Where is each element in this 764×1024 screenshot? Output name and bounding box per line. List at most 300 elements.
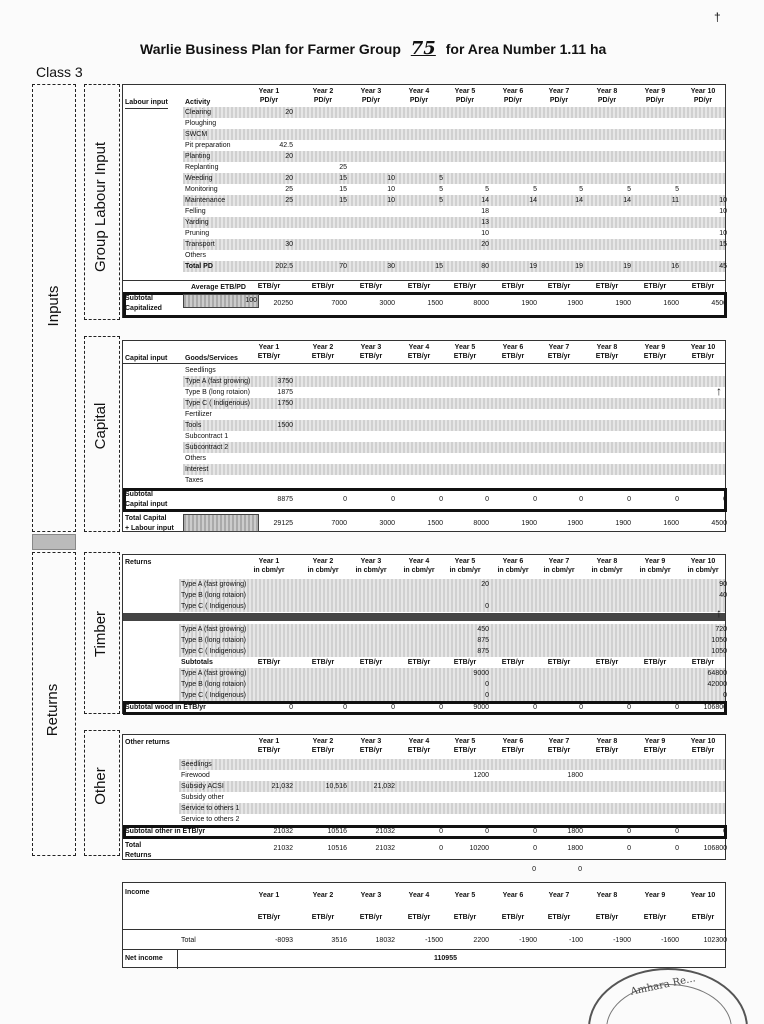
labour-14-y10: 45 [719,263,727,270]
labour-12-y1: 30 [285,241,293,248]
capital-header-1: Year 1 ETB/yr [257,344,281,360]
capital-table [122,340,726,532]
other-returns-col: Other returns [125,739,170,746]
activity-label: Felling [185,208,206,215]
extra-value-1: 0 [532,866,536,873]
cursor-arrow-2: ↑ [716,606,722,620]
labour-8-y3: 10 [387,197,395,204]
labour-header-4: Year 4 PD/yr [408,88,430,104]
stamp [588,968,748,1024]
timber-header-8: Year 8 in cbm/yr [591,558,623,574]
activity-label: Clearing [185,109,212,116]
activity-label: Pruning [185,230,210,237]
other-2-y3: 21,032 [373,783,395,790]
net-income-divider [177,949,178,969]
timber-type-label: Type C ( Indigenous) [181,603,246,610]
other-subtotal-y6: 0 [533,828,537,835]
capital-total-y6: 1900 [521,520,537,527]
labour-header-8: Year 8 PD/yr [596,88,618,104]
extra-value-2: 0 [578,866,582,873]
labour-etb-header-8: ETB/yr [595,283,619,290]
capital-header-3: Year 3 ETB/yr [359,344,383,360]
activity-label: SWCM [185,131,208,138]
labour-subtotal-y8: 1900 [615,300,631,307]
timber-vol-1-y10: 40 [719,592,727,599]
labour-header-10: Year 10 PD/yr [690,88,716,104]
labour-14-y7: 19 [575,263,583,270]
other-subtotal-y9: 0 [675,828,679,835]
title-prefix: Warlie Business Plan for Farmer Group [140,41,401,57]
other-subtotal-y2: 10516 [327,828,347,835]
labour-14-y5: 80 [481,263,489,270]
labour-7-y2: 15 [339,186,347,193]
extra-row [122,864,726,878]
timber-header-1: Year 1 in cbm/yr [253,558,285,574]
income-etb-6: ETB/yr [501,914,525,921]
inputs-label: Inputs [45,285,62,327]
labour-subtotal-y6: 1900 [521,300,537,307]
activity-label: Maintenance [185,197,226,204]
timber-price-1-y10: 1050 [711,637,727,644]
income-year-9: Year 9 [644,892,666,899]
total-returns-y2: 10516 [327,845,347,852]
labour-14-y9: 16 [671,263,679,270]
total-returns-y9: 0 [675,845,679,852]
capital-total-y9: 1600 [663,520,679,527]
avg-label: Average ETB/PD [191,284,246,291]
other-item-label: Service to others 2 [181,816,240,823]
labour-14-y4: 15 [435,263,443,270]
labour-6-y2: 15 [339,175,347,182]
labour-header-1: Year 1 PD/yr [258,88,280,104]
other-header-4: Year 4 ETB/yr [407,738,431,754]
income-col: Income [125,889,150,896]
capital-header-2: Year 2 ETB/yr [311,344,335,360]
capital-row [183,409,725,420]
labour-7-y4: 5 [439,186,443,193]
capital-item-label: Type C ( Indigenous) [185,400,250,407]
timber-table [122,554,726,714]
labour-11-y10: 10 [719,230,727,237]
total-returns-y6: 0 [533,845,537,852]
labour-8-y4: 5 [439,197,443,204]
income-year-10: Year 10 [690,892,716,899]
net-income-label: Net income [125,955,163,962]
labour-8-y2: 15 [339,197,347,204]
activity-label: Monitoring [185,186,218,193]
other-2-y1: 21,032 [271,783,293,790]
timber-header-3: Year 3 in cbm/yr [355,558,387,574]
other-row [179,803,725,814]
capital-subtotal-y9: 0 [675,496,679,503]
timber-header-6: Year 6 in cbm/yr [497,558,529,574]
income-total-y2: 3516 [331,937,347,944]
labour-subtotal-y5: 8000 [473,300,489,307]
labour-etb-header-10: ETB/yr [691,283,715,290]
timber-type-label: Type A (fast growing) [181,670,247,677]
timber-etb-1: ETB/yr [257,659,281,666]
timber-etb-val-1-y10: 42000 [707,681,727,688]
labour-0-y1: 20 [285,109,293,116]
other-item-label: Service to others 1 [181,805,240,812]
other-header-1: Year 1 ETB/yr [257,738,281,754]
income-etb-2: ETB/yr [311,914,335,921]
labour-8-y10: 10 [719,197,727,204]
other-header-7: Year 7 ETB/yr [547,738,571,754]
timber-header-5: Year 5 in cbm/yr [449,558,481,574]
timber-header-10: Year 10 in cbm/yr [687,558,719,574]
capital-row [183,431,725,442]
labour-8-y6: 14 [529,197,537,204]
labour-14-y2: 70 [339,263,347,270]
capital-item-label: Tools [185,422,202,429]
timber-type-label: Type B (long rotaion) [181,637,246,644]
income-total-y1: -8093 [275,937,293,944]
timber-price-2-y10: 1050 [711,648,727,655]
income-table [122,882,726,968]
capital-item-label: Type A (fast growing) [185,378,251,385]
labour-7-y5: 5 [485,186,489,193]
other-subtotal-y3: 21032 [375,828,395,835]
capital-total-y3: 3000 [379,520,395,527]
capital-row [183,453,725,464]
capital-3-y1: 1750 [277,400,293,407]
activity-label: Pit preparation [185,142,231,149]
labour-6-y3: 10 [387,175,395,182]
other-2-y2: 10,516 [325,783,347,790]
timber-etb-5: ETB/yr [453,659,477,666]
income-year-3: Year 3 [360,892,382,899]
income-total-y3: 18032 [375,937,395,944]
capital-header-5: Year 5 ETB/yr [453,344,477,360]
other-subtotal-y8: 0 [627,828,631,835]
labour-subtotal-y7: 1900 [567,300,583,307]
other-header-2: Year 2 ETB/yr [311,738,335,754]
other-subtotal-y7: 1800 [567,828,583,835]
timber-subtotal-y5: 9000 [473,704,489,711]
labour-row [183,162,725,173]
total-returns-label: Total Returns [125,842,152,859]
other-row [179,814,725,825]
timber-header-4: Year 4 in cbm/yr [403,558,435,574]
labour-6-y1: 20 [285,175,293,182]
labour-8-y1: 25 [285,197,293,204]
labour-input-col: Labour input [125,97,168,109]
labour-7-y7: 5 [579,186,583,193]
income-total-y7: -100 [568,937,583,944]
capital-label: Capital [92,402,109,450]
labour-etb-header-3: ETB/yr [359,283,383,290]
labour-subtotal-y3: 3000 [379,300,395,307]
other-header-8: Year 8 ETB/yr [595,738,619,754]
timber-type-label: Type B (long rotaion) [181,592,246,599]
capital-row [183,475,725,486]
labour-header-3: Year 3 PD/yr [360,88,382,104]
income-year-8: Year 8 [596,892,618,899]
other-subtotal-y1: 21032 [273,828,293,835]
labour-etb-header-5: ETB/yr [453,283,477,290]
income-year-5: Year 5 [454,892,476,899]
other-row [179,759,725,770]
timber-etb-4: ETB/yr [407,659,431,666]
capital-item-label: Taxes [185,477,204,484]
activity-label: Total PD [185,263,213,270]
capital-total-y5: 8000 [473,520,489,527]
timber-etb-10: ETB/yr [691,659,715,666]
income-total-y8: -1900 [613,937,631,944]
capital-item-label: Type B (long rotaion) [185,389,250,396]
capital-subtotal-y2: 0 [343,496,347,503]
activity-label: Planting [185,153,211,160]
timber-subtotal-label: Subtotal wood in ETB/yr [125,704,206,711]
capital-item-label: Fertilizer [185,411,212,418]
timber-etb-3: ETB/yr [359,659,383,666]
subtotals-label: Subtotals [181,659,213,666]
capital-subtotal-y8: 0 [627,496,631,503]
labour-7-y3: 10 [387,186,395,193]
timber-subtotal-y3: 0 [391,704,395,711]
capital-item-label: Subcontract 1 [185,433,229,440]
income-year-4: Year 4 [408,892,430,899]
labour-header-6: Year 6 PD/yr [502,88,524,104]
other-item-label: Subsidy other [181,794,224,801]
labour-9-y10: 10 [719,208,727,215]
timber-etb-2: ETB/yr [311,659,335,666]
labour-7-y1: 25 [285,186,293,193]
total-returns-y8: 0 [627,845,631,852]
capital-total-y7: 1900 [567,520,583,527]
title-suffix: for Area Number 1.11 ha [445,41,607,57]
income-total-label: Total [181,937,196,944]
timber-etb-val-2-y5: 0 [485,692,489,699]
timber-vol-0-y5: 20 [481,581,489,588]
timber-type-label: Type A (fast growing) [181,626,247,633]
labour-14-y3: 30 [387,263,395,270]
income-year-2: Year 2 [312,892,334,899]
capital-subtotal-label: Subtotal Capital input [125,491,168,508]
other-item-label: Subsidy ACSI [181,783,224,790]
labour-subtotal-label: Subtotal Capitalized [125,295,162,312]
other-header-6: Year 6 ETB/yr [501,738,525,754]
capital-total-y10: 4500 [711,520,727,527]
timber-header-9: Year 9 in cbm/yr [639,558,671,574]
timber-row [179,590,725,601]
labour-header-9: Year 9 PD/yr [644,88,666,104]
labour-8-y8: 14 [623,197,631,204]
timber-header-7: Year 7 in cbm/yr [543,558,575,574]
timber-etb-val-0-y10: 64800 [707,670,727,677]
other-1-y7: 1800 [567,772,583,779]
labour-row [183,250,725,261]
labour-subtotal-y2: 7000 [331,300,347,307]
labour-7-y8: 5 [627,186,631,193]
other-subtotal-y10: 0 [723,828,727,835]
income-year-1: Year 1 [258,892,280,899]
capital-divider [123,363,725,364]
capital-subtotal-y10: 0 [723,496,727,503]
labour-5-y2: 25 [339,164,347,171]
capital-row [183,365,725,376]
labour-8-y5: 14 [481,197,489,204]
other-header-5: Year 5 ETB/yr [453,738,477,754]
returns-label: Returns [44,683,61,737]
avg-value: 100 [245,297,257,304]
income-total-y6: -1900 [519,937,537,944]
activity-col: Activity [185,99,211,106]
labour-12-y5: 20 [481,241,489,248]
income-total-y10: 102300 [703,937,727,944]
capital-subtotal-y4: 0 [439,496,443,503]
timber-vol-0-y10: 90 [719,581,727,588]
class-label: Class 3 [36,64,83,80]
labour-divider [123,280,725,281]
group-number: 75 [410,38,436,59]
income-year-7: Year 7 [548,892,570,899]
capital-2-y1: 1875 [277,389,293,396]
capital-header-6: Year 6 ETB/yr [501,344,525,360]
income-total-y9: -1600 [661,937,679,944]
activity-label: Yarding [185,219,209,226]
capital-5-y1: 1500 [277,422,293,429]
timber-etb-val-2-y10: 0 [723,692,727,699]
labour-3-y1: 42.5 [279,142,293,149]
other-subtotal-y4: 0 [439,828,443,835]
income-divider-2 [123,949,725,950]
timber-etb-8: ETB/yr [595,659,619,666]
capital-header-8: Year 8 ETB/yr [595,344,619,360]
income-etb-7: ETB/yr [547,914,571,921]
timber-subtotal-y2: 0 [343,704,347,711]
timber-etb-6: ETB/yr [501,659,525,666]
capital-subtotal-y1: 8875 [277,496,293,503]
labour-14-y6: 19 [529,263,537,270]
total-returns-y3: 21032 [375,845,395,852]
income-total-y5: 2200 [473,937,489,944]
capital-total-label: Total Capital + Labour input [125,515,174,532]
other-subtotal-y5: 0 [485,828,489,835]
capital-subtotal-y3: 0 [391,496,395,503]
grey-marker [32,534,76,550]
labour-subtotal-y10: 4500 [711,300,727,307]
capital-header-4: Year 4 ETB/yr [407,344,431,360]
other-header-10: Year 10 ETB/yr [690,738,716,754]
cursor-mark: † [714,10,721,24]
labour-etb-header-7: ETB/yr [547,283,571,290]
income-year-6: Year 6 [502,892,524,899]
income-total-y4: -1500 [425,937,443,944]
labour-8-y9: 11 [671,197,679,204]
labour-11-y5: 10 [481,230,489,237]
capital-row [183,442,725,453]
timber-type-label: Type C ( Indigenous) [181,648,246,655]
goods-services-col: Goods/Services [185,355,238,362]
timber-etb-9: ETB/yr [643,659,667,666]
labour-header-2: Year 2 PD/yr [312,88,334,104]
labour-etb-header-1: ETB/yr [257,283,281,290]
returns-col: Returns [125,559,152,566]
timber-subtotal-y7: 0 [579,704,583,711]
capital-total-y8: 1900 [615,520,631,527]
labour-4-y1: 20 [285,153,293,160]
other-row [179,792,725,803]
capital-total-y1: 29125 [273,520,293,527]
page-title [140,38,606,59]
timber-price-0-y10: 720 [715,626,727,633]
labour-14-y1: 202.5 [275,263,293,270]
capital-item-label: Interest [185,466,209,473]
labour-12-y10: 15 [719,241,727,248]
activity-label: Replanting [185,164,219,171]
timber-header-2: Year 2 in cbm/yr [307,558,339,574]
other-header-3: Year 3 ETB/yr [359,738,383,754]
labour-6-y4: 5 [439,175,443,182]
income-etb-5: ETB/yr [453,914,477,921]
timber-dark-divider [123,613,725,621]
income-etb-3: ETB/yr [359,914,383,921]
capital-1-y1: 3750 [277,378,293,385]
total-returns-y7: 1800 [567,845,583,852]
timber-subtotal-y8: 0 [627,704,631,711]
total-returns-y10: 106800 [703,845,727,852]
timber-subtotal-y1: 0 [289,704,293,711]
timber-subtotal-y9: 0 [675,704,679,711]
timber-etb-7: ETB/yr [547,659,571,666]
timber-type-label: Type B (long rotaion) [181,681,246,688]
capital-total-y2: 7000 [331,520,347,527]
timber-type-label: Type C ( Indigenous) [181,692,246,699]
labour-8-y7: 14 [575,197,583,204]
income-etb-10: ETB/yr [691,914,715,921]
other-label: Other [92,767,109,805]
income-divider [123,929,725,930]
labour-etb-header-4: ETB/yr [407,283,431,290]
timber-vol-2-y5: 0 [485,603,489,610]
capital-item-label: Others [185,455,207,462]
income-etb-8: ETB/yr [595,914,619,921]
stamp-text: Amhara Re... [629,973,697,998]
labour-header-7: Year 7 PD/yr [548,88,570,104]
labour-14-y8: 19 [623,263,631,270]
capital-total-y4: 1500 [427,520,443,527]
timber-label: Timber [92,610,109,658]
other-item-label: Seedlings [181,761,212,768]
cursor-arrow-1: ↑ [716,384,722,398]
timber-etb-val-0-y5: 9000 [473,670,489,677]
group-labour-label: Group Labour Input [92,141,109,272]
other-1-y5: 1200 [473,772,489,779]
capital-subtotal-y7: 0 [579,496,583,503]
activity-label: Weeding [185,175,213,182]
labour-7-y6: 5 [533,186,537,193]
labour-header-5: Year 5 PD/yr [454,88,476,104]
other-returns-table [122,734,726,860]
timber-price-0-y5: 450 [477,626,489,633]
labour-etb-header-2: ETB/yr [311,283,335,290]
capital-subtotal-y5: 0 [485,496,489,503]
income-etb-4: ETB/yr [407,914,431,921]
income-etb-1: ETB/yr [257,914,281,921]
timber-subtotal-y6: 0 [533,704,537,711]
timber-subtotal-y10: 106800 [703,704,727,711]
income-etb-9: ETB/yr [643,914,667,921]
labour-row [183,129,725,140]
labour-7-y9: 5 [675,186,679,193]
timber-subtotal-y4: 0 [439,704,443,711]
capital-header-7: Year 7 ETB/yr [547,344,571,360]
capital-item-label: Subcontract 2 [185,444,229,451]
capital-input-col: Capital input [125,355,168,362]
labour-subtotal-y4: 1500 [427,300,443,307]
